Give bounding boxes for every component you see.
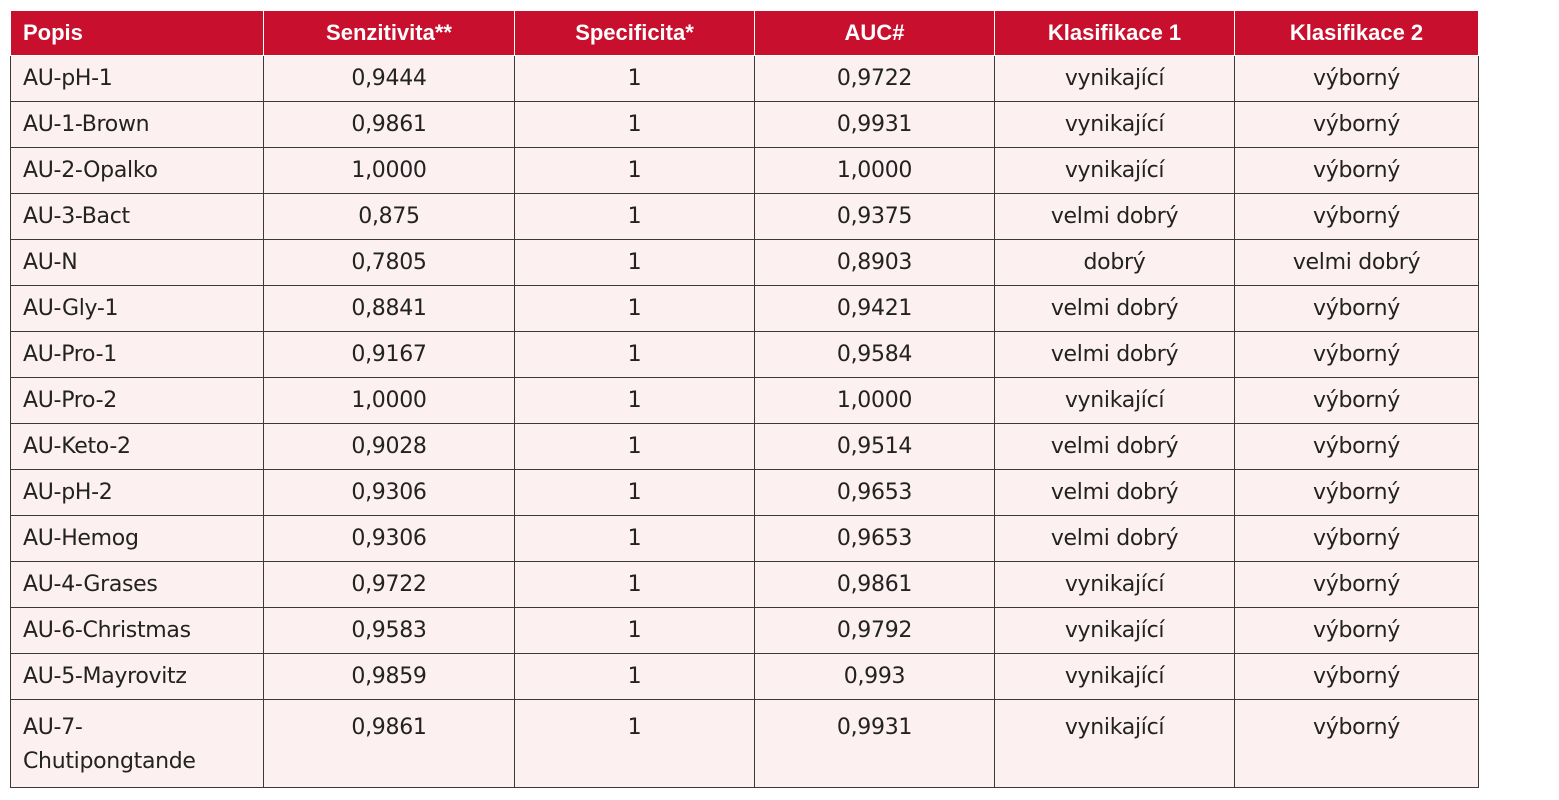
cell-auc: 0,9722: [755, 56, 995, 102]
cell-klasifikace-2: výborný: [1235, 148, 1479, 194]
cell-klasifikace-2: výborný: [1235, 562, 1479, 608]
cell-klasifikace-2: výborný: [1235, 608, 1479, 654]
header-row: [11, 11, 1479, 56]
cell-klasifikace-2: výborný: [1235, 654, 1479, 700]
table-row: [11, 700, 1479, 788]
table-header: [11, 11, 1479, 56]
cell-senzitivita: 1,0000: [264, 378, 515, 424]
cell-specificita: 1: [515, 608, 755, 654]
cell-popis: AU-7- Chutipongtande: [11, 700, 264, 788]
cell-senzitivita: 0,9444: [264, 56, 515, 102]
table-row: [11, 424, 1479, 470]
table-container: [10, 10, 1478, 788]
cell-auc: 0,9653: [755, 470, 995, 516]
cell-auc: 0,9421: [755, 286, 995, 332]
cell-specificita: 1: [515, 470, 755, 516]
cell-klasifikace-2: výborný: [1235, 102, 1479, 148]
cell-senzitivita: 0,9167: [264, 332, 515, 378]
cell-klasifikace-2: výborný: [1235, 56, 1479, 102]
cell-popis: AU-Pro-1: [11, 332, 264, 378]
cell-klasifikace-1: vynikající: [995, 608, 1235, 654]
cell-popis: AU-N: [11, 240, 264, 286]
cell-specificita: 1: [515, 654, 755, 700]
cell-klasifikace-1: velmi dobrý: [995, 286, 1235, 332]
cell-senzitivita: 0,875: [264, 194, 515, 240]
table-row: [11, 562, 1479, 608]
cell-auc: 0,9653: [755, 516, 995, 562]
header-senzitivita: Senzitivita**: [264, 11, 515, 56]
cell-auc: 0,9931: [755, 102, 995, 148]
cell-auc: 1,0000: [755, 148, 995, 194]
cell-klasifikace-1: vynikající: [995, 56, 1235, 102]
cell-popis: AU-Pro-2: [11, 378, 264, 424]
header-specificita: Specificita*: [515, 11, 755, 56]
cell-specificita: 1: [515, 102, 755, 148]
cell-klasifikace-2: výborný: [1235, 286, 1479, 332]
cell-klasifikace-1: velmi dobrý: [995, 516, 1235, 562]
cell-klasifikace-2: výborný: [1235, 470, 1479, 516]
cell-senzitivita: 0,8841: [264, 286, 515, 332]
table-row: [11, 148, 1479, 194]
cell-auc: 0,9375: [755, 194, 995, 240]
table-row: [11, 654, 1479, 700]
cell-specificita: 1: [515, 286, 755, 332]
cell-klasifikace-1: vynikající: [995, 148, 1235, 194]
cell-klasifikace-2: výborný: [1235, 332, 1479, 378]
cell-senzitivita: 0,9583: [264, 608, 515, 654]
cell-klasifikace-1: vynikající: [995, 102, 1235, 148]
cell-klasifikace-1: vynikající: [995, 700, 1235, 788]
cell-klasifikace-1: dobrý: [995, 240, 1235, 286]
cell-popis: AU-Hemog: [11, 516, 264, 562]
cell-popis: AU-3-Bact: [11, 194, 264, 240]
cell-senzitivita: 0,9306: [264, 516, 515, 562]
cell-popis: AU-2-Opalko: [11, 148, 264, 194]
table-row: [11, 56, 1479, 102]
cell-klasifikace-2: velmi dobrý: [1235, 240, 1479, 286]
cell-auc: 0,9584: [755, 332, 995, 378]
cell-klasifikace-2: výborný: [1235, 516, 1479, 562]
cell-specificita: 1: [515, 700, 755, 788]
cell-senzitivita: 0,9306: [264, 470, 515, 516]
cell-popis: AU-Keto-2: [11, 424, 264, 470]
cell-senzitivita: 0,9028: [264, 424, 515, 470]
cell-senzitivita: 0,7805: [264, 240, 515, 286]
cell-popis: AU-1-Brown: [11, 102, 264, 148]
cell-popis: AU-6-Christmas: [11, 608, 264, 654]
cell-auc: 0,993: [755, 654, 995, 700]
table-row: [11, 240, 1479, 286]
cell-auc: 1,0000: [755, 378, 995, 424]
cell-specificita: 1: [515, 194, 755, 240]
table-row: [11, 516, 1479, 562]
cell-specificita: 1: [515, 148, 755, 194]
cell-auc: 0,9861: [755, 562, 995, 608]
cell-auc: 0,8903: [755, 240, 995, 286]
results-table: [10, 10, 1479, 788]
header-auc: AUC#: [755, 11, 995, 56]
table-row: [11, 194, 1479, 240]
cell-klasifikace-1: vynikající: [995, 562, 1235, 608]
cell-popis: AU-Gly-1: [11, 286, 264, 332]
header-klasifikace-1: Klasifikace 1: [995, 11, 1235, 56]
cell-auc: 0,9514: [755, 424, 995, 470]
cell-senzitivita: 0,9722: [264, 562, 515, 608]
table-row: [11, 332, 1479, 378]
cell-specificita: 1: [515, 332, 755, 378]
cell-klasifikace-1: velmi dobrý: [995, 194, 1235, 240]
cell-specificita: 1: [515, 516, 755, 562]
cell-klasifikace-1: velmi dobrý: [995, 470, 1235, 516]
cell-auc: 0,9792: [755, 608, 995, 654]
cell-klasifikace-2: výborný: [1235, 378, 1479, 424]
cell-klasifikace-1: vynikající: [995, 378, 1235, 424]
table-row: [11, 102, 1479, 148]
cell-klasifikace-2: výborný: [1235, 424, 1479, 470]
cell-klasifikace-2: výborný: [1235, 194, 1479, 240]
cell-specificita: 1: [515, 240, 755, 286]
cell-klasifikace-1: velmi dobrý: [995, 332, 1235, 378]
cell-klasifikace-1: vynikající: [995, 654, 1235, 700]
header-klasifikace-2: Klasifikace 2: [1235, 11, 1479, 56]
cell-senzitivita: 0,9861: [264, 102, 515, 148]
cell-senzitivita: 0,9859: [264, 654, 515, 700]
cell-popis: AU-pH-2: [11, 470, 264, 516]
cell-specificita: 1: [515, 378, 755, 424]
cell-popis: AU-4-Grases: [11, 562, 264, 608]
cell-specificita: 1: [515, 424, 755, 470]
cell-popis: AU-5-Mayrovitz: [11, 654, 264, 700]
cell-auc: 0,9931: [755, 700, 995, 788]
cell-specificita: 1: [515, 56, 755, 102]
table-row: [11, 470, 1479, 516]
cell-specificita: 1: [515, 562, 755, 608]
cell-klasifikace-2: výborný: [1235, 700, 1479, 788]
table-row: [11, 378, 1479, 424]
cell-senzitivita: 0,9861: [264, 700, 515, 788]
table-body: [11, 56, 1479, 788]
cell-klasifikace-1: velmi dobrý: [995, 424, 1235, 470]
cell-popis: AU-pH-1: [11, 56, 264, 102]
table-row: [11, 608, 1479, 654]
header-popis: Popis: [11, 11, 264, 56]
cell-senzitivita: 1,0000: [264, 148, 515, 194]
table-row: [11, 286, 1479, 332]
